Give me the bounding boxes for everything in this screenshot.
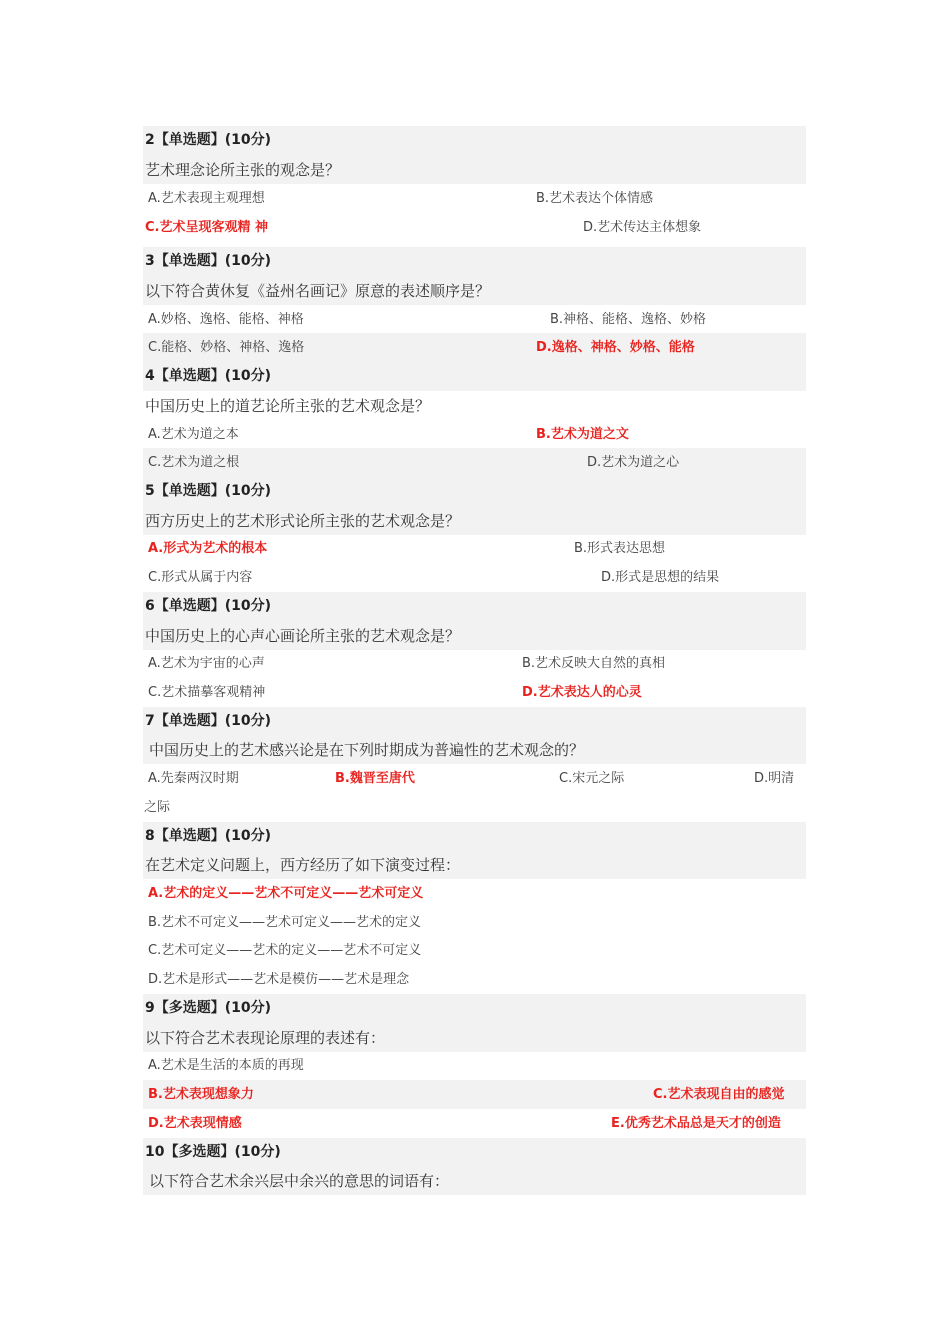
- question-8-option-row-b: [143, 908, 806, 937]
- question-6-option-a[interactable]: A.艺术为宇宙的心声: [148, 656, 265, 671]
- question-4-option-a[interactable]: A.艺术为道之本: [148, 427, 239, 442]
- question-9-text: 以下符合艺术表现论原理的表述有：: [143, 1023, 806, 1052]
- question-7-option-d[interactable]: D.明清: [754, 771, 795, 786]
- question-6-header: 6【单选题】(10分): [143, 592, 806, 621]
- question-6-option-b[interactable]: B.艺术反映大自然的真相: [522, 656, 666, 671]
- question-8-option-d[interactable]: D.艺术是形式——艺术是模仿——艺术是理念: [148, 972, 410, 987]
- question-10-header: 10【多选题】(10分): [143, 1138, 806, 1167]
- question-4-options-row-2: [143, 448, 806, 477]
- question-6-options-row-2: [143, 678, 806, 707]
- question-8-option-a[interactable]: A.艺术的定义——艺术不可定义——艺术可定义: [148, 886, 424, 901]
- question-10-text: 以下符合艺术余兴层中余兴的意思的词语有：: [143, 1166, 806, 1195]
- question-9-option-d[interactable]: D.艺术表现情感: [148, 1116, 242, 1131]
- question-7-option-d-wrap: 之际: [144, 800, 171, 815]
- question-3-option-d[interactable]: D.逸格、神格、妙格、能格: [536, 340, 695, 355]
- question-8-option-row-a: [143, 879, 806, 908]
- question-4-options-row-1: [143, 420, 806, 449]
- question-9-header: 9【多选题】(10分): [143, 994, 806, 1023]
- question-8-option-row-d: [143, 965, 806, 994]
- question-3-text: 以下符合黄休复《益州名画记》原意的表述顺序是？: [143, 276, 806, 305]
- question-9-option-b[interactable]: B.艺术表现想象力: [148, 1087, 254, 1102]
- question-4-header: 4【单选题】(10分): [143, 362, 806, 391]
- question-5-option-c[interactable]: C.形式从属于内容: [148, 570, 253, 585]
- question-5-option-d[interactable]: D.形式是思想的结果: [601, 570, 720, 585]
- question-7-header: 7【单选题】(10分): [143, 707, 806, 736]
- question-3-options-row-2: [143, 333, 806, 362]
- question-4-option-b[interactable]: B.艺术为道之文: [536, 427, 629, 442]
- question-5-options-row-1: [143, 534, 806, 563]
- question-4-text: 中国历史上的道艺论所主张的艺术观念是？: [145, 397, 431, 415]
- question-6-option-d[interactable]: D.艺术表达人的心灵: [522, 685, 642, 700]
- question-5-option-b[interactable]: B.形式表达思想: [574, 541, 666, 556]
- question-2-option-c[interactable]: C.艺术呈现客观精 神: [145, 220, 269, 235]
- question-3-option-b[interactable]: B.神格、能格、逸格、妙格: [550, 312, 707, 327]
- question-9-options-row-2: [143, 1080, 806, 1109]
- question-2-options-row-1: [143, 184, 806, 213]
- question-5-text: 西方历史上的艺术形式论所主张的艺术观念是？: [143, 506, 806, 535]
- question-3-option-a[interactable]: A.妙格、逸格、能格、神格: [148, 312, 304, 327]
- question-2-header: 2【单选题】(10分): [143, 126, 806, 155]
- question-3-options-row-1: [143, 305, 806, 334]
- question-7-option-b[interactable]: B.魏晋至唐代: [335, 771, 415, 786]
- question-5-options-row-2: [143, 563, 806, 592]
- question-9-option-c[interactable]: C.艺术表现自由的感觉: [653, 1087, 785, 1102]
- question-7-option-wrap-row: [143, 793, 806, 822]
- question-7-option-c[interactable]: C.宋元之际: [559, 771, 625, 786]
- question-9-options-row-3: [143, 1109, 806, 1138]
- question-8-option-c[interactable]: C.艺术可定义——艺术的定义——艺术不可定义: [148, 943, 422, 958]
- question-8-text: 在艺术定义问题上，西方经历了如下演变过程：: [143, 850, 806, 879]
- question-9-option-e[interactable]: E.优秀艺术品总是天才的创造: [611, 1116, 781, 1131]
- question-6-text: 中国历史上的心声心画论所主张的艺术观念是？: [143, 621, 806, 650]
- question-5-header: 5【单选题】(10分): [143, 477, 806, 506]
- question-8-option-row-c: [143, 936, 806, 965]
- question-8-option-b[interactable]: B.艺术不可定义——艺术可定义——艺术的定义: [148, 915, 422, 930]
- question-9-option-row-a: [143, 1051, 806, 1080]
- question-7-option-a[interactable]: A.先秦两汉时期: [148, 771, 239, 786]
- question-4-option-d[interactable]: D.艺术为道之心: [587, 455, 680, 470]
- question-6-options-row-1: [143, 649, 806, 678]
- question-2-options-row-2: [143, 213, 806, 242]
- question-9-option-a[interactable]: A.艺术是生活的本质的再现: [148, 1058, 304, 1073]
- question-3-option-c[interactable]: C.能格、妙格、神格、逸格: [148, 340, 305, 355]
- question-3-header: 3【单选题】(10分): [143, 247, 806, 276]
- question-7-text: 中国历史上的艺术感兴论是在下列时期成为普遍性的艺术观念的？: [143, 735, 806, 764]
- question-6-option-c[interactable]: C.艺术描摹客观精神: [148, 685, 266, 700]
- question-8-header: 8【单选题】(10分): [143, 822, 806, 851]
- question-4-option-c[interactable]: C.艺术为道之根: [148, 455, 240, 470]
- question-2-option-b[interactable]: B.艺术表达个体情感: [536, 191, 654, 206]
- question-2-text: 艺术理念论所主张的观念是？: [143, 155, 806, 184]
- question-7-options-row-1: [143, 764, 806, 793]
- question-2-option-d[interactable]: D.艺术传达主体想象: [583, 220, 702, 235]
- question-5-option-a[interactable]: A.形式为艺术的根本: [148, 541, 268, 556]
- question-2-option-a[interactable]: A.艺术表现主观理想: [148, 191, 265, 206]
